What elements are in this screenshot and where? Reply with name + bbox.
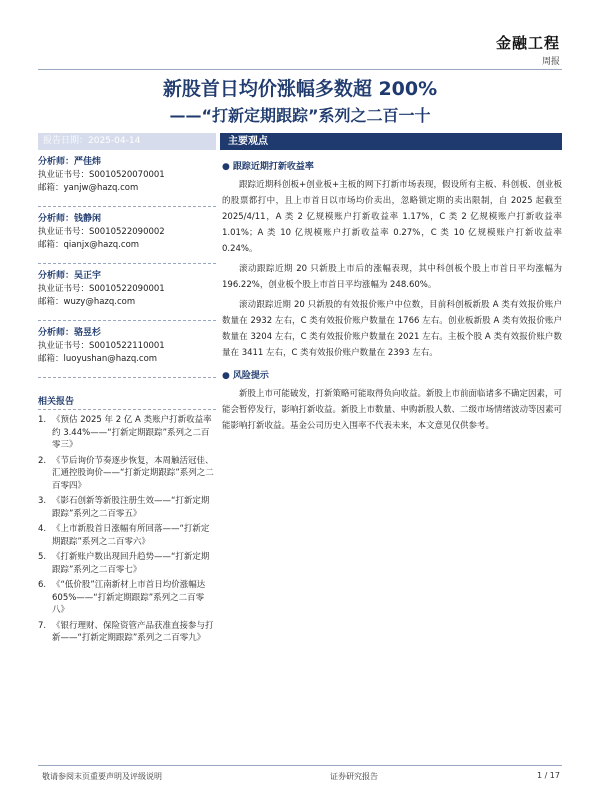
tracking-heading-text: 跟踪近期打新收益率 xyxy=(232,162,314,172)
related-report-number: 2. xyxy=(38,455,47,466)
related-reports-heading: 相关报告 xyxy=(38,394,216,410)
related-report-title: 《上市新股首日涨幅有所回落——“打新定期跟踪”系列之二百零六》 xyxy=(52,524,210,547)
related-reports-list xyxy=(38,414,216,645)
related-report-title: 《“低价股”江南新材上市首日均价涨幅达 605%——“打新定期跟踪”系列之二百零八》 xyxy=(52,580,206,615)
page-header xyxy=(0,0,600,72)
page-title: 新股首日均价涨幅多数超 200% xyxy=(162,78,438,100)
analyst-email[interactable]: 邮箱：wuzy@hazq.com xyxy=(38,297,136,307)
main-points-bar xyxy=(220,133,562,150)
doc-type-label: 周报 xyxy=(541,57,560,67)
bullet-dot-icon: ● xyxy=(222,162,230,172)
related-report-title: 《打新账户数出现回升趋势——“打新定期跟踪”系列之二百零七》 xyxy=(52,552,210,575)
tracking-paragraph: 跟踪近期科创板+创业板+主板的网下打新市场表现，假设所有主板、科创板、创业板的股票都打中，且上市首日以市场均价卖出，忽略锁定期的卖出限制，自 2025 起截至 2025/4/11，A 类 2 亿规模账户打新收益率 1.17%，C 类 2 亿规模账户打新收益率 1.01%；A 类 10 亿规模账户打新收益率 0.27%，C 类 10 亿规模账户打新收益率 0.24%。 xyxy=(222,180,562,254)
title-block xyxy=(0,76,600,128)
related-report-number: 5. xyxy=(38,552,47,562)
analyst-license: 执业证书号：S0010522090002 xyxy=(38,227,165,237)
related-report-title: 《银行理财、保险资管产品获准直接参与打新——“打新定期跟踪”系列之二百零九》 xyxy=(52,620,214,643)
page-number: 1 / 17 xyxy=(536,771,560,780)
report-date-bar xyxy=(38,133,216,150)
related-report-title: 《影石创新等新股注册生效——“打新定期跟踪”系列之二百零五》 xyxy=(52,496,210,519)
report-type-label: 证券研究报告 xyxy=(330,772,378,781)
brand-label: 金融工程 xyxy=(495,34,560,52)
tracking-section-heading xyxy=(222,160,562,174)
main-points-label: 主要观点 xyxy=(228,136,268,147)
analyst-name: 分析师：吴正宇 xyxy=(38,271,102,281)
related-report-title: 《节后询价节奏逐步恢复，本周触活冠佳、汇通控股询价——“打新定期跟踪”系列之二百零四》 xyxy=(52,455,214,491)
related-report-item[interactable] xyxy=(38,414,216,452)
analyst-name: 分析师：钱静闲 xyxy=(38,214,102,224)
risk-heading-text: 风险提示 xyxy=(232,371,269,381)
disclaimer-link[interactable]: 敬请参阅末页重要声明及评级说明 xyxy=(42,772,162,781)
related-report-title: 《预估 2025 年 2 亿 A 类账户打新收益率约 3.44%——“打新定期跟踪”系列之二百零三》 xyxy=(52,415,212,450)
tracking-paragraph: 滚动跟踪近期 20 只新股的有效报价账户中位数，目前科创板新股 A 类有效报价账户数量在 2932 左右，C 类有效报价账户数量在 1766 左右。创业板新股 A 类有效报价账户数量在 3204 左右，C 类有效报价账户数量在 2021 左右。主板个股 A 类有效报价账户数量在 3411 左右，C 类有效报价账户数量在 2393 左右。 xyxy=(222,300,562,358)
related-report-item[interactable] xyxy=(38,551,216,576)
analyst-name: 分析师：严佳炜 xyxy=(38,157,102,167)
related-report-number: 6. xyxy=(38,580,47,590)
analyst-license: 执业证书号：S0010520070001 xyxy=(38,170,165,180)
related-report-number: 4. xyxy=(38,524,47,534)
related-report-item[interactable] xyxy=(38,455,216,493)
tracking-paragraph: 滚动跟踪近期 20 只新股上市后的涨幅表现，其中科创板个股上市首日平均涨幅为 196.22%，创业板个股上市首日平均涨幅为 248.60%。 xyxy=(222,264,562,290)
related-report-number: 7. xyxy=(38,620,47,631)
page-subtitle: ——“打新定期跟踪”系列之二百一十 xyxy=(169,106,431,125)
footer-divider xyxy=(38,765,562,766)
risk-section-heading xyxy=(222,369,562,383)
related-report-item[interactable] xyxy=(38,579,216,617)
analyst-license: 执业证书号：S0010522090001 xyxy=(38,284,165,294)
related-report-number: 1. xyxy=(38,415,47,425)
main-content xyxy=(222,160,562,438)
bullet-dot-icon: ● xyxy=(222,371,230,381)
left-sidebar xyxy=(38,150,216,648)
report-date: 报告日期：2025-04-14 xyxy=(43,136,141,146)
analyst-license: 执业证书号：S0010522110001 xyxy=(38,341,165,351)
analyst-block xyxy=(38,321,216,378)
analyst-block xyxy=(38,264,216,321)
related-report-number: 3. xyxy=(38,496,47,506)
related-report-item[interactable] xyxy=(38,620,216,645)
related-report-item[interactable] xyxy=(38,495,216,520)
analyst-email[interactable]: 邮箱：yanjw@hazq.com xyxy=(38,183,139,193)
analyst-email[interactable]: 邮箱：qianjx@hazq.com xyxy=(38,240,140,250)
analyst-block xyxy=(38,207,216,264)
analyst-block xyxy=(38,150,216,207)
risk-paragraph: 新股上市可能破发，打新策略可能取得负向收益。新股上市前面临诸多不确定因素，可能会暂停发行，影响打新收益。新股上市数量、申购新股人数、二级市场情绪波动等因素可能影响打新收益。基金公司历史入围率不代表未来，本文意见仅供参考。 xyxy=(222,389,563,431)
analyst-email[interactable]: 邮箱：luoyushan@hazq.com xyxy=(38,354,158,364)
header-divider xyxy=(38,69,562,70)
analyst-name: 分析师：骆昱杉 xyxy=(38,328,102,338)
related-report-item[interactable] xyxy=(38,523,216,548)
